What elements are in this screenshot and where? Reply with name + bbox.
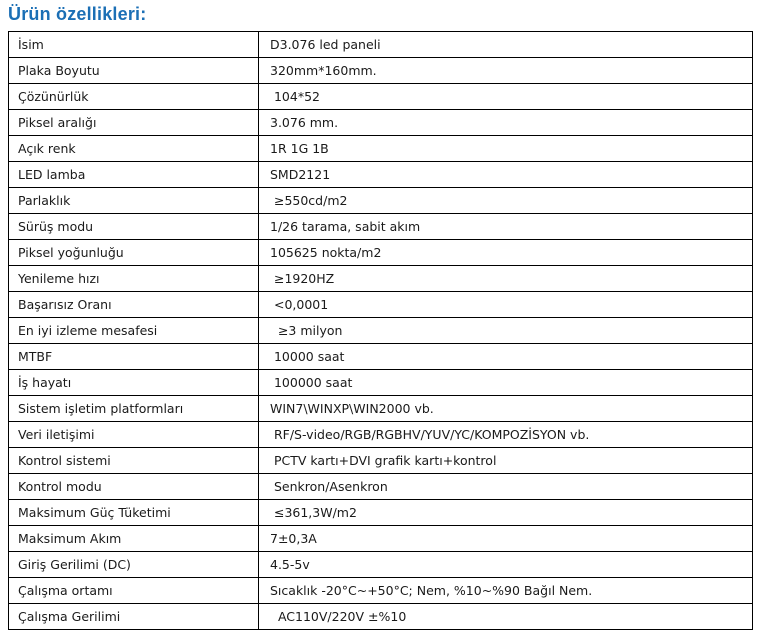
table-row bbox=[9, 240, 753, 266]
spec-value: WIN7\WINXP\WIN2000 vb. bbox=[259, 396, 753, 422]
table-row bbox=[9, 214, 753, 240]
spec-label: Plaka Boyutu bbox=[9, 58, 259, 84]
table-row bbox=[9, 344, 753, 370]
spec-label: Çözünürlük bbox=[9, 84, 259, 110]
table-row bbox=[9, 474, 753, 500]
spec-label: İş hayatı bbox=[9, 370, 259, 396]
spec-label: Çalışma ortamı bbox=[9, 578, 259, 604]
table-row bbox=[9, 526, 753, 552]
spec-value: PCTV kartı+DVI grafik kartı+kontrol bbox=[259, 448, 753, 474]
spec-value: Sıcaklık -20°C~+50°C; Nem, %10~%90 Bağıl Nem. bbox=[259, 578, 753, 604]
table-row bbox=[9, 58, 753, 84]
spec-label: Giriş Gerilimi (DC) bbox=[9, 552, 259, 578]
spec-value: AC110V/220V ±%10 bbox=[259, 604, 753, 630]
table-row bbox=[9, 188, 753, 214]
table-row bbox=[9, 292, 753, 318]
table-row bbox=[9, 604, 753, 630]
spec-label: Veri iletişimi bbox=[9, 422, 259, 448]
spec-value: 4.5-5v bbox=[259, 552, 753, 578]
spec-label: Açık renk bbox=[9, 136, 259, 162]
specifications-table-body bbox=[9, 32, 753, 630]
spec-value: D3.076 led paneli bbox=[259, 32, 753, 58]
spec-label: Maksimum Güç Tüketimi bbox=[9, 500, 259, 526]
table-row bbox=[9, 370, 753, 396]
table-row bbox=[9, 266, 753, 292]
spec-label: Parlaklık bbox=[9, 188, 259, 214]
spec-value: 1R 1G 1B bbox=[259, 136, 753, 162]
table-row bbox=[9, 318, 753, 344]
table-row bbox=[9, 162, 753, 188]
spec-label: Kontrol sistemi bbox=[9, 448, 259, 474]
spec-value: 100000 saat bbox=[259, 370, 753, 396]
spec-label: LED lamba bbox=[9, 162, 259, 188]
spec-value: ≥3 milyon bbox=[259, 318, 753, 344]
page-title: Ürün özellikleri: bbox=[8, 4, 147, 24]
spec-value: 3.076 mm. bbox=[259, 110, 753, 136]
spec-value: Senkron/Asenkron bbox=[259, 474, 753, 500]
specifications-table bbox=[8, 31, 753, 630]
spec-label: Sürüş modu bbox=[9, 214, 259, 240]
table-row bbox=[9, 396, 753, 422]
table-row bbox=[9, 32, 753, 58]
spec-value: 1/26 tarama, sabit akım bbox=[259, 214, 753, 240]
spec-value: ≥550cd/m2 bbox=[259, 188, 753, 214]
table-row bbox=[9, 84, 753, 110]
spec-value: <0,0001 bbox=[259, 292, 753, 318]
spec-label: Başarısız Oranı bbox=[9, 292, 259, 318]
spec-value: 7±0,3A bbox=[259, 526, 753, 552]
table-row bbox=[9, 578, 753, 604]
spec-label: Sistem işletim platformları bbox=[9, 396, 259, 422]
table-row bbox=[9, 500, 753, 526]
spec-label: İsim bbox=[9, 32, 259, 58]
spec-value: ≥1920HZ bbox=[259, 266, 753, 292]
spec-label: Piksel yoğunluğu bbox=[9, 240, 259, 266]
table-row bbox=[9, 136, 753, 162]
spec-value: SMD2121 bbox=[259, 162, 753, 188]
spec-label: Yenileme hızı bbox=[9, 266, 259, 292]
table-row bbox=[9, 448, 753, 474]
spec-label: MTBF bbox=[9, 344, 259, 370]
spec-label: Çalışma Gerilimi bbox=[9, 604, 259, 630]
spec-label: Kontrol modu bbox=[9, 474, 259, 500]
table-row bbox=[9, 110, 753, 136]
spec-value: 10000 saat bbox=[259, 344, 753, 370]
spec-value: ≤361,3W/m2 bbox=[259, 500, 753, 526]
table-row bbox=[9, 552, 753, 578]
table-row bbox=[9, 422, 753, 448]
spec-value: 320mm*160mm. bbox=[259, 58, 753, 84]
spec-label: Maksimum Akım bbox=[9, 526, 259, 552]
spec-value: 104*52 bbox=[259, 84, 753, 110]
spec-value: RF/S-video/RGB/RGBHV/YUV/YC/KOMPOZİSYON vb. bbox=[259, 422, 753, 448]
spec-label: En iyi izleme mesafesi bbox=[9, 318, 259, 344]
spec-value: 105625 nokta/m2 bbox=[259, 240, 753, 266]
spec-label: Piksel aralığı bbox=[9, 110, 259, 136]
